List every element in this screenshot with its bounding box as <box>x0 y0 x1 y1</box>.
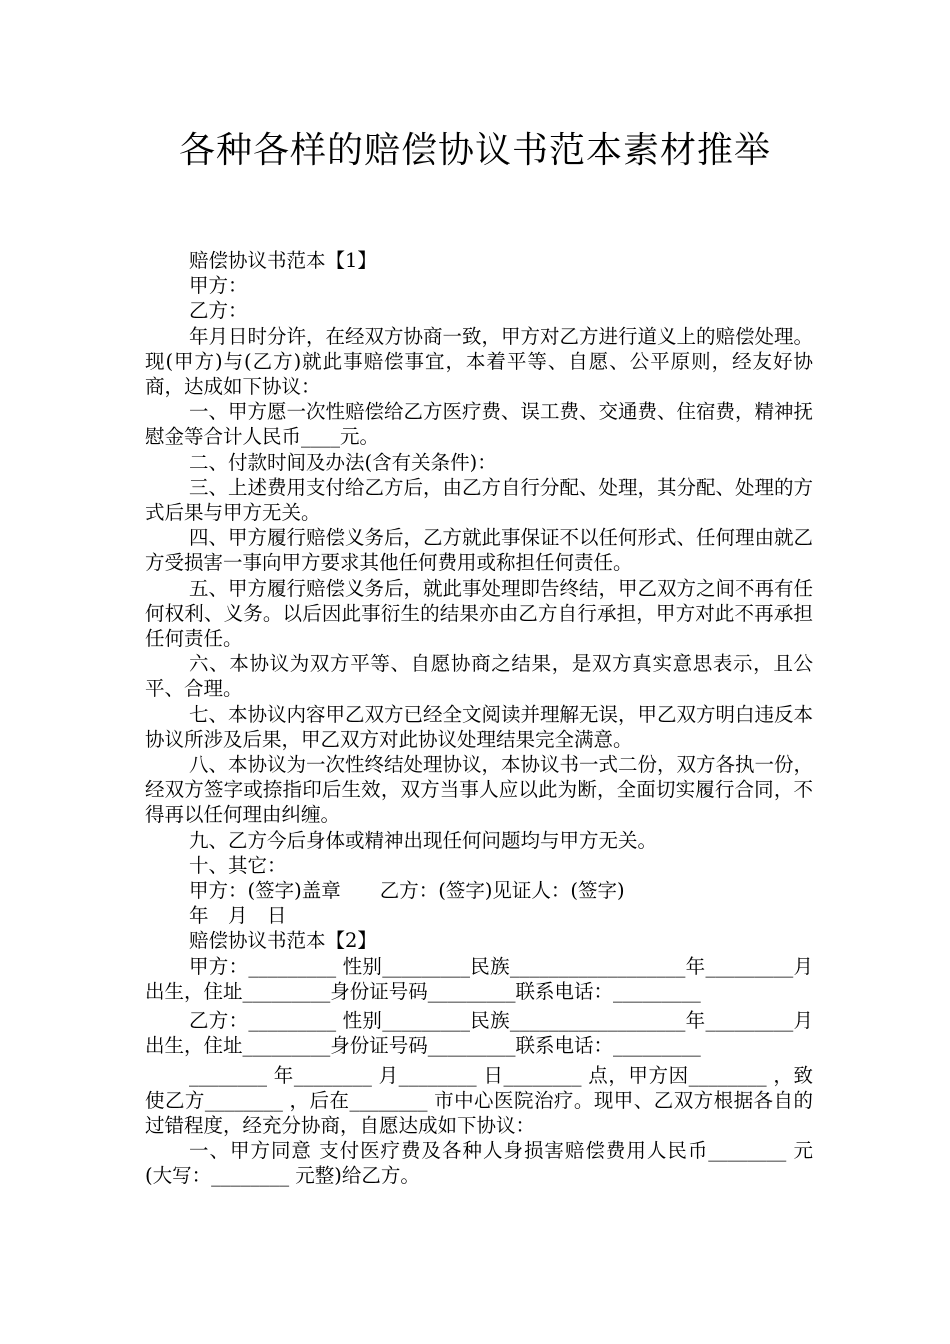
incident-paragraph: ________ 年________ 月________ 日________ 点，甲方因________ ，致使乙方________ ，后在________ 市中心医院治疗。现甲、乙双方根据各自的过错程度，经充分协商，自愿达成如下协议： <box>145 1063 813 1137</box>
clause-1: 一、甲方愿一次性赔偿给乙方医疗费、误工费、交通费、住宿费，精神抚慰金等合计人民币____元。 <box>145 400 814 449</box>
party-b-line: 乙方： <box>189 299 248 323</box>
party-b-details: 乙方：_________ 性别_________民族__________________年_________月出生，住址_________身份证号码_________联系电话：_________ <box>145 1009 813 1058</box>
clause-2: 二、付款时间及办法(含有关条件)： <box>189 450 497 474</box>
preamble-paragraph: 年月日时分许，在经双方协商一致，甲方对乙方进行道义上的赔偿处理。现(甲方)与(乙方)就此事赔偿事宜，本着平等、自愿、公平原则，经友好协商，达成如下协议： <box>145 324 814 399</box>
date-line: 年 月 日 <box>189 904 287 928</box>
party-a-line: 甲方： <box>189 274 248 298</box>
section-heading-1: 赔偿协议书范本【1】 <box>189 249 377 272</box>
clause-9: 九、乙方今后身体或精神出现任何问题均与甲方无关。 <box>189 828 658 852</box>
clause-5: 五、甲方履行赔偿义务后，就此事处理即告终结，甲乙双方之间不再有任何权利、义务。以后因此事衍生的结果亦由乙方自行承担，甲方对此不再承担任何责任。 <box>145 576 814 651</box>
clause-4: 四、甲方履行赔偿义务后，乙方就此事保证不以任何形式、任何理由就乙方受损害一事向甲方要求其他任何费用或称担任何责任。 <box>145 526 814 575</box>
clause-3: 三、上述费用支付给乙方后，由乙方自行分配、处理，其分配、处理的方式后果与甲方无关。 <box>145 475 814 525</box>
document-title: 各种各样的赔偿协议书范本素材推举 <box>178 130 771 171</box>
section-heading-2: 赔偿协议书范本【2】 <box>189 929 377 953</box>
clause-10: 十、其它： <box>189 853 287 877</box>
signature-line: 甲方：(签字)盖章 乙方：(签字)见证人：(签字) <box>189 879 625 903</box>
party-a-details: 甲方：_________ 性别_________民族__________________年_________月出生，住址_________身份证号码_________联系电话：_________ <box>145 954 813 1003</box>
clause-6: 六、本协议为双方平等、自愿协商之结果，是双方真实意思表示，且公平、合理。 <box>145 652 813 701</box>
clause-7: 七、本协议内容甲乙双方已经全文阅读并理解无误，甲乙双方明白违反本协议所涉及后果，甲乙双方对此协议处理结果完全满意。 <box>145 702 814 751</box>
clause-8: 八、本协议为一次性终结处理协议，本协议书一式二份，双方各执一份，经双方签字或捺指印后生效，双方当事人应以此为断，全面切实履行合同，不得再以任何理由纠缠。 <box>145 753 814 827</box>
document-body <box>145 248 813 1189</box>
clause-2-1: 一、甲方同意 支付医疗费及各种人身损害赔偿费用人民币________ 元(大写：________ 元整)给乙方。 <box>145 1139 813 1188</box>
